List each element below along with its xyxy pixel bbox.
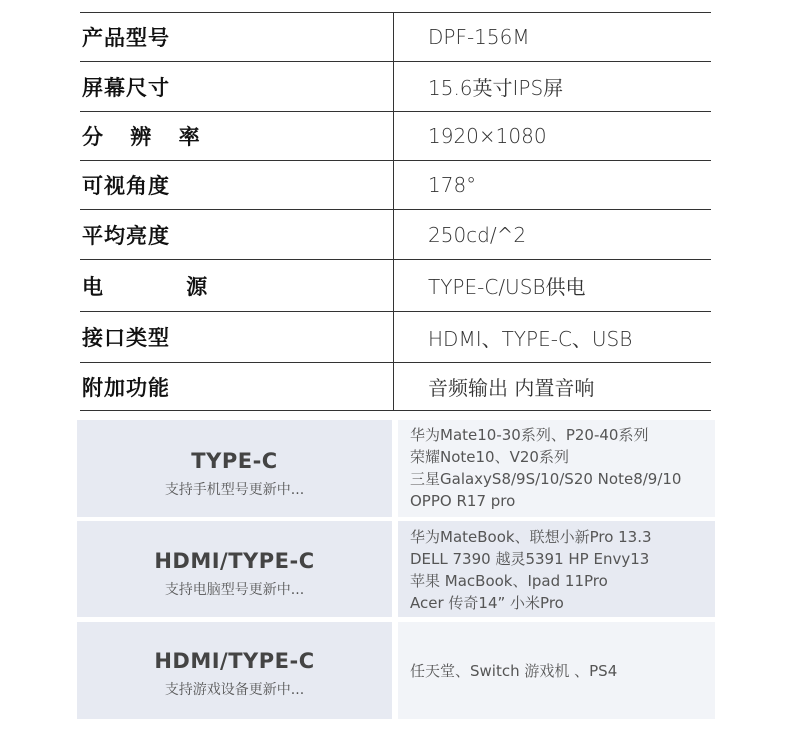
compat-block-computers [77, 521, 715, 617]
column-divider [393, 363, 394, 410]
device-line: 荣耀Note10、V20系列 [410, 448, 569, 466]
spec-label: 屏幕尺寸 [82, 75, 170, 100]
spec-row-viewing-angle [80, 160, 711, 209]
spec-row-power [80, 259, 711, 311]
compat-device-list [398, 521, 715, 617]
column-divider [393, 161, 394, 209]
device-line: OPPO R17 pro [410, 492, 516, 510]
spec-value: DPF-156M [428, 25, 530, 49]
spec-label: 可视角度 [82, 174, 170, 198]
spec-row-extra-features [80, 362, 711, 411]
column-divider [393, 13, 394, 61]
device-line: 苹果 MacBook、Ipad 11Pro [410, 572, 608, 590]
compat-device-list [398, 622, 715, 719]
spec-value: 1920×1080 [428, 124, 547, 148]
spec-value: 250cd/^2 [428, 222, 527, 247]
spec-label: 产品型号 [82, 26, 170, 50]
spec-row-resolution [80, 111, 711, 160]
device-line: Acer 传奇14” 小米Pro [410, 594, 564, 612]
compat-header [77, 521, 392, 617]
spec-row-brightness [80, 209, 711, 259]
spec-row-interfaces [80, 311, 711, 362]
compat-subtitle: 支持游戏设备更新中... [164, 682, 305, 698]
column-divider [393, 62, 394, 111]
compat-header [77, 622, 392, 719]
column-divider [393, 210, 394, 259]
spec-label: 平均亮度 [82, 223, 170, 248]
spec-label: 分 辨 率 [82, 125, 210, 149]
spec-value: 音频输出 内置音响 [428, 376, 595, 400]
spec-label: 接口类型 [82, 326, 170, 350]
column-divider [393, 112, 394, 160]
device-line: 华为Mate10-30系列、P20-40系列 [410, 426, 649, 444]
compat-device-list [398, 420, 715, 517]
compat-block-phones [77, 420, 715, 517]
spec-label: 附加功能 [82, 375, 170, 400]
device-line: 任天堂、Switch 游戏机 、PS4 [410, 662, 618, 680]
spec-row-model [80, 12, 711, 61]
compat-header [77, 420, 392, 517]
spec-value: HDMI、TYPE-C、USB [428, 326, 633, 351]
spec-value: 15.6英寸IPS屏 [428, 76, 564, 100]
column-divider [393, 260, 394, 311]
device-line: 三星GalaxyS8/9S/10/S20 Note8/9/10 [410, 470, 682, 488]
compat-title: TYPE-C [191, 449, 278, 473]
compat-title: HDMI/TYPE-C [154, 549, 315, 573]
spec-value: 178° [428, 173, 477, 197]
compat-subtitle: 支持手机型号更新中... [164, 482, 305, 498]
compat-block-game-devices [77, 622, 715, 719]
spec-row-screen-size [80, 61, 711, 111]
spec-value: TYPE-C/USB供电 [428, 275, 586, 299]
column-divider [393, 312, 394, 362]
compat-title: HDMI/TYPE-C [154, 649, 315, 673]
compat-subtitle: 支持电脑型号更新中... [164, 582, 305, 598]
device-line: DELL 7390 越灵5391 HP Envy13 [410, 550, 650, 568]
spec-table [80, 12, 711, 411]
device-line: 华为MateBook、联想小新Pro 13.3 [410, 528, 652, 546]
spec-label: 电 源 [82, 274, 246, 299]
